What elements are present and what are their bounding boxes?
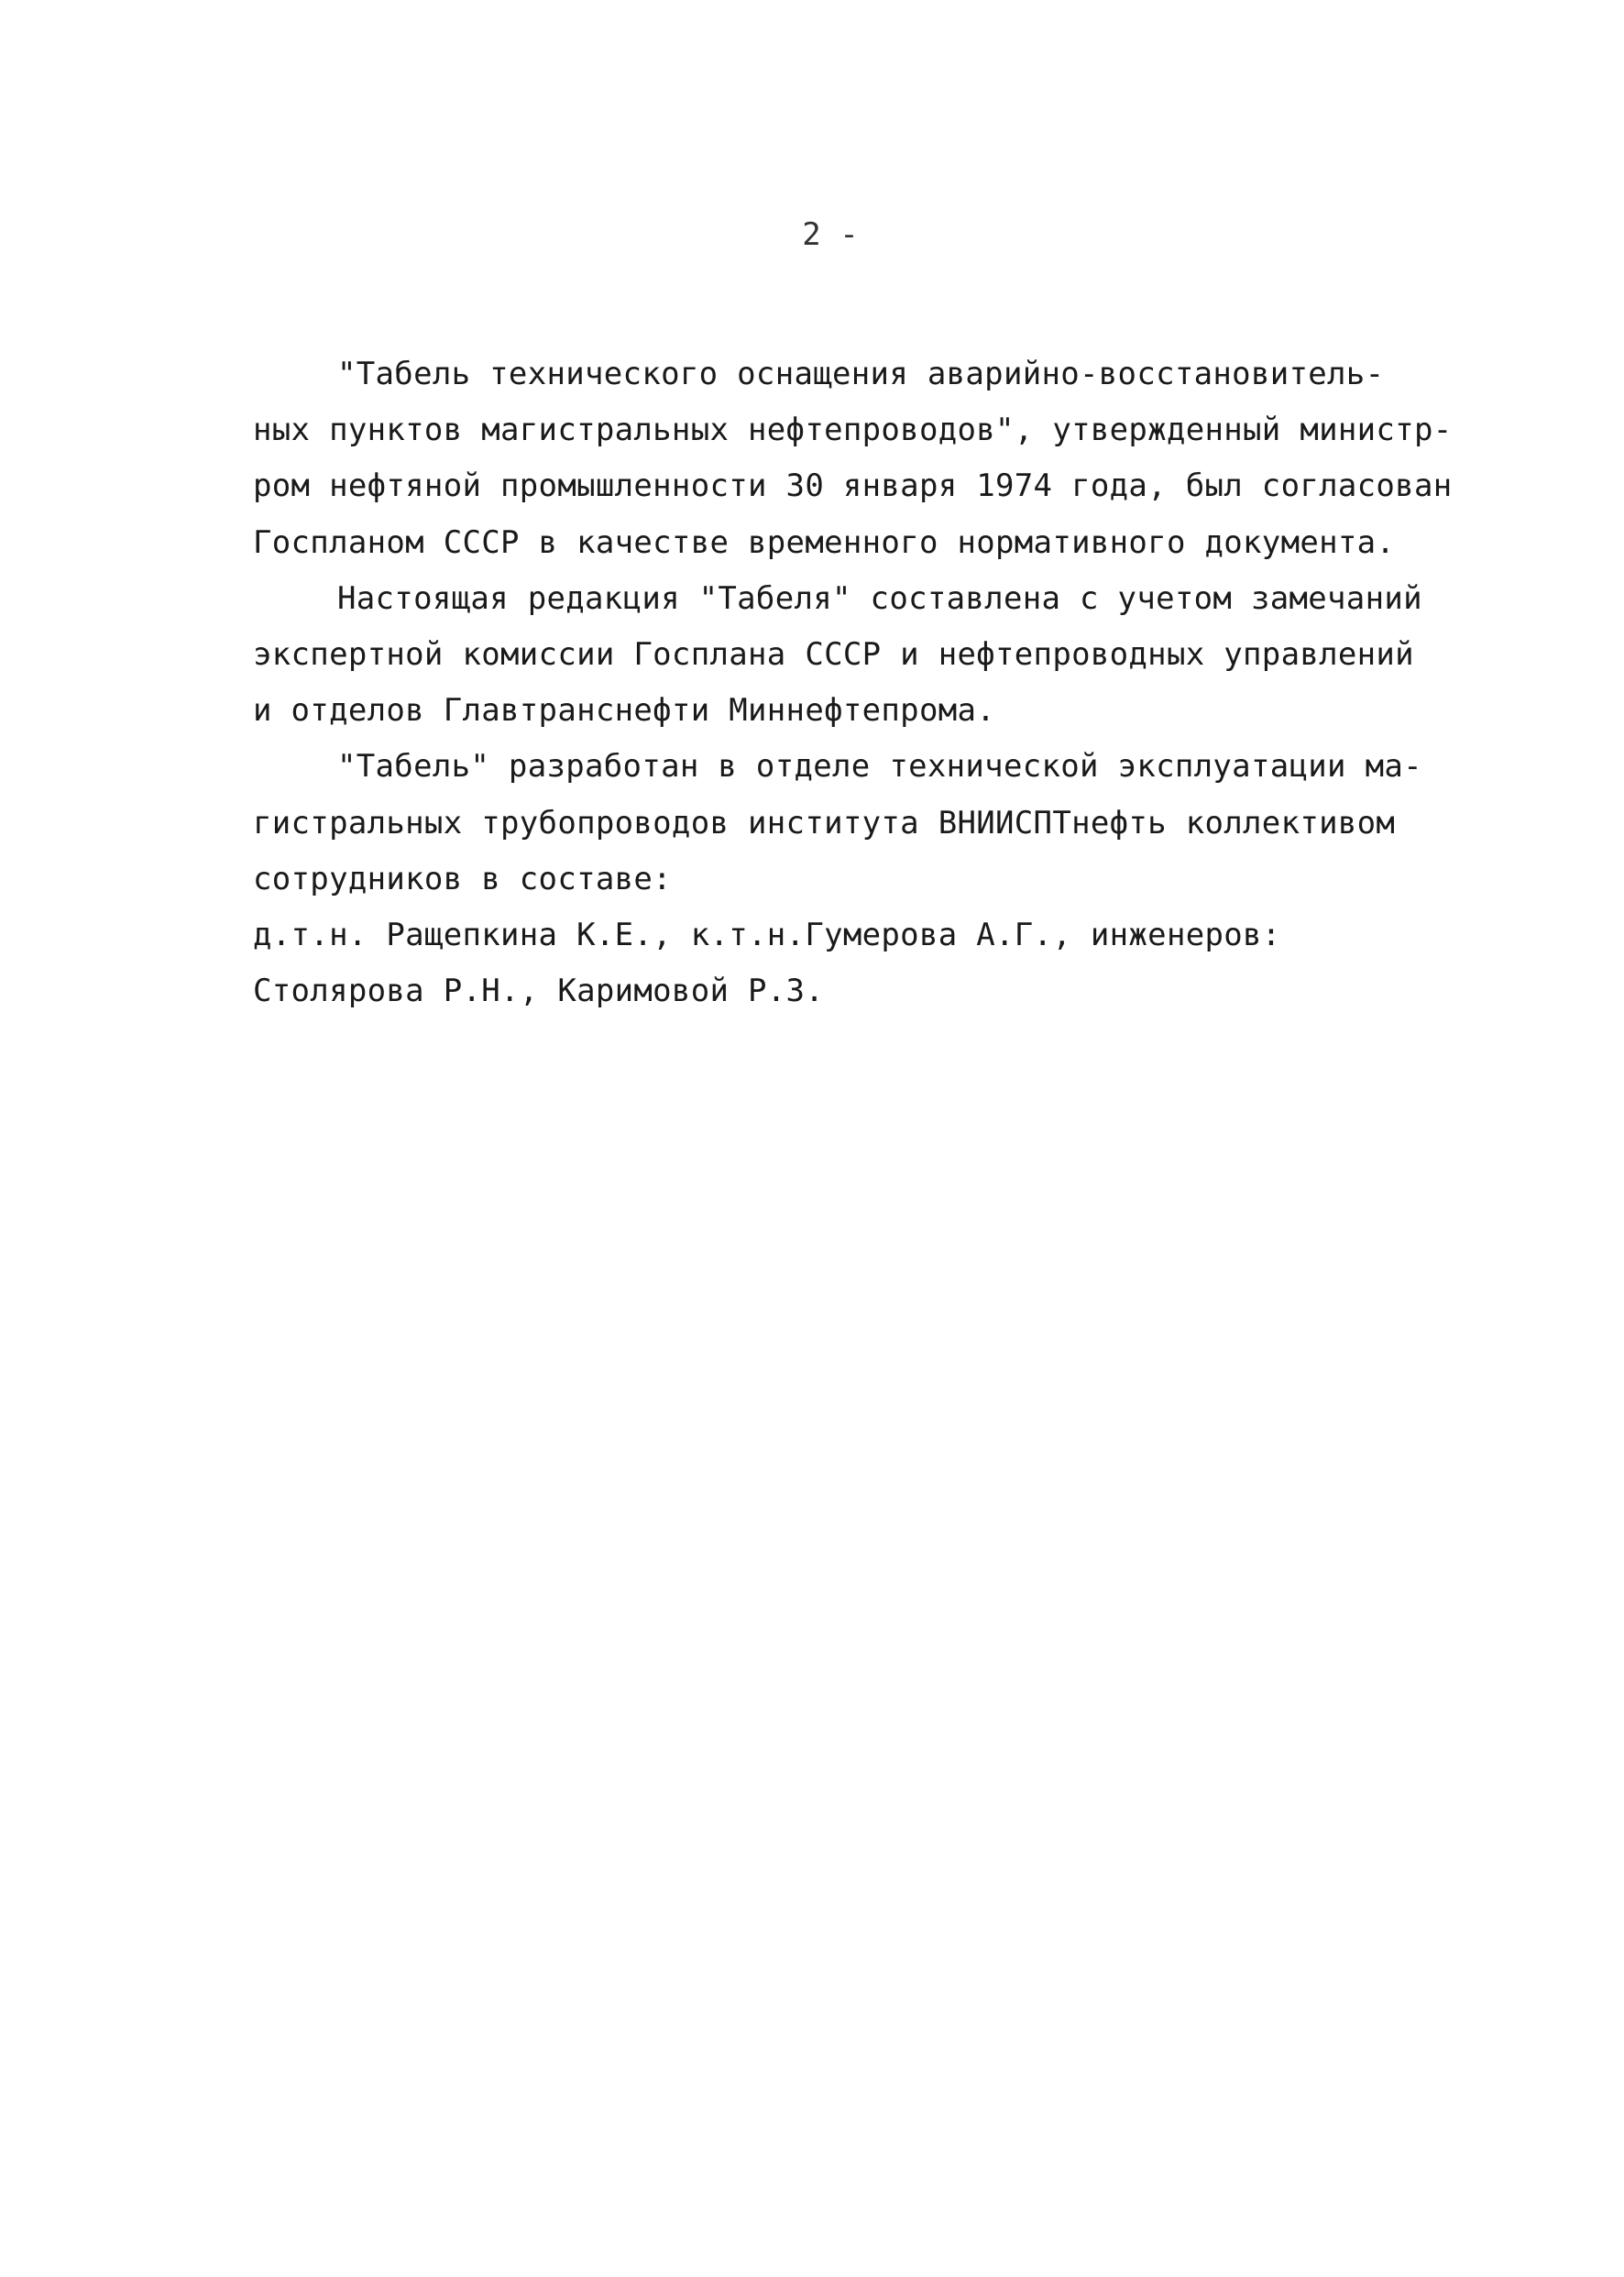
authors-line: д.т.н. Ращепкина К.Е., к.т.н.Гумерова А.Г., инженеров: (253, 916, 1281, 953)
paragraph-line: экспертной комиссии Госплана СССР и нефтепроводных управлений (253, 635, 1414, 673)
document-body (253, 346, 1453, 1019)
paragraph-line: сотрудников в составе: (253, 860, 672, 897)
paragraph-line: Госпланом СССР в качестве временного нормативного документа. (253, 523, 1396, 561)
paragraph-line: Настоящая редакция "Табеля" составлена с учетом замечаний (337, 579, 1422, 617)
paragraph-line: ром нефтяной промышленности 30 января 1974 года, был согласован (253, 468, 1453, 505)
authors-line: Столярова Р.Н., Каримовой Р.З. (253, 973, 825, 1010)
paragraph-line: "Табель технического оснащения аварийно-восстановитель- (337, 356, 1385, 392)
page-number: 2 - (802, 216, 859, 253)
paragraph-line: ных пунктов магистральных нефтепроводов", утвержденный министр- (253, 412, 1453, 449)
paragraph-line: гистральных трубопроводов института ВНИИСПТнефть коллективом (253, 804, 1396, 842)
paragraph-line: "Табель" разработан в отделе технической эксплуатации ма- (337, 748, 1422, 786)
paragraph-line: и отделов Главтранснефти Миннефтепрома. (253, 692, 996, 730)
